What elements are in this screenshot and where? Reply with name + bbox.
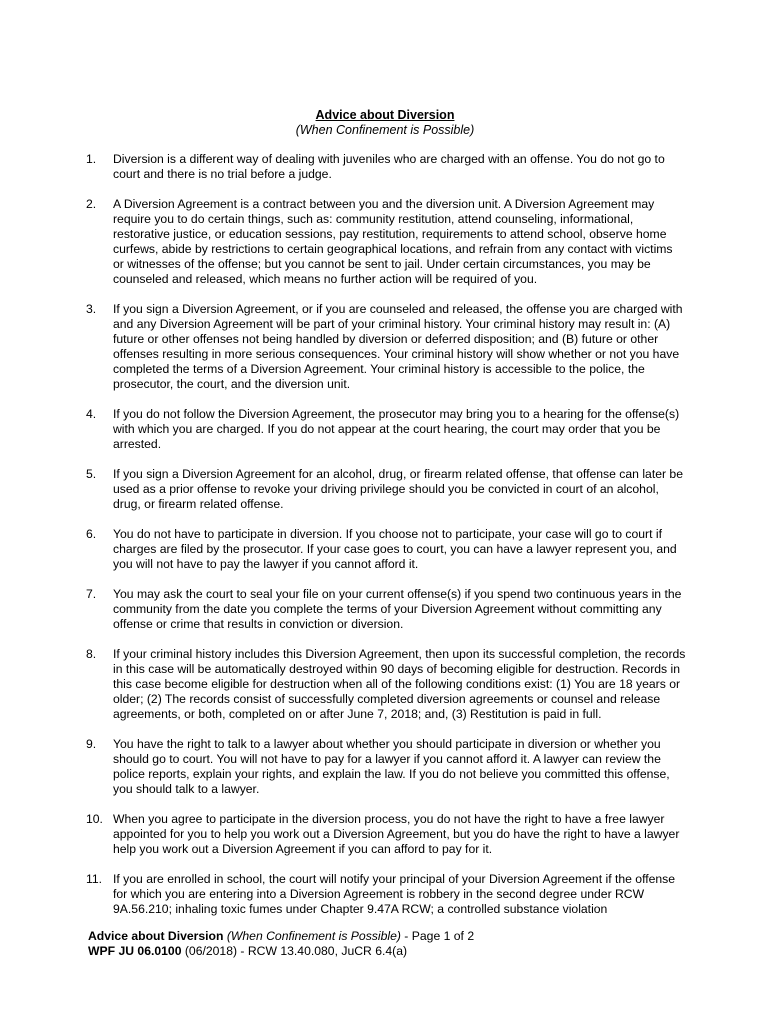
item-number: 6.: [86, 527, 97, 541]
advice-list: [86, 152, 686, 932]
item-number: 1.: [86, 152, 97, 166]
item-number: 4.: [86, 407, 97, 421]
page-footer: [88, 929, 708, 959]
list-item: [86, 587, 686, 632]
item-number: 3.: [86, 302, 97, 316]
item-text: You do not have to participate in diversion. If you choose not to participate, your case will go to court if charges are filed by the prosecutor. If your case goes to court, you can have a lawyer represent you, and you will not have to pay the lawyer if you cannot afford it.: [113, 527, 677, 571]
item-text: If you do not follow the Diversion Agreement, the prosecutor may bring you to a hearing for the offense(s) with which you are charged. If you do not appear at the court hearing, the court may order that you be arrested.: [113, 407, 680, 451]
list-item: [86, 407, 686, 452]
footer-form-title: Advice about Diversion: [88, 929, 224, 943]
item-text: Diversion is a different way of dealing with juveniles who are charged with an offense. You do not go to court and there is no trial before a judge.: [113, 152, 665, 181]
item-text: If your criminal history includes this Diversion Agreement, then upon its successful completion, the records in this case will be automatically destroyed within 90 days of becoming eligible for destruction. Records in this case become eligible for destruction when all of the following conditions exist: (1) You are 18 years or older; (2) The records consist of successfully completed diversion agreements or counsel and release agreements, or both, completed on or after June 7, 2018; and, (3) Restitution is paid in full.: [113, 647, 686, 721]
list-item: [86, 647, 686, 722]
list-item: [86, 302, 686, 392]
item-text: If you sign a Diversion Agreement for an alcohol, drug, or firearm related offense, that offense can later be used as a prior offense to revoke your driving privilege should you be convicted in court of an alcohol, drug, or firearm related offense.: [113, 467, 683, 511]
list-item: [86, 152, 686, 182]
item-text: You have the right to talk to a lawyer about whether you should participate in diversion or whether you should go to court. You will not have to pay for a lawyer if you cannot afford it. A lawyer can review the police reports, explain your rights, and explain the law. If you do not believe you committed this offense, you should talk to a lawyer.: [113, 737, 670, 796]
footer-form-code: WPF JU 06.0100: [88, 944, 182, 958]
item-number: 2.: [86, 197, 97, 211]
item-number: 8.: [86, 647, 97, 661]
list-item: [86, 872, 686, 917]
item-number: 9.: [86, 737, 97, 751]
item-number: 11.: [86, 872, 103, 886]
item-number: 5.: [86, 467, 97, 481]
footer-form-citation: (06/2018) - RCW 13.40.080, JuCR 6.4(a): [181, 944, 408, 958]
item-text: You may ask the court to seal your file on your current offense(s) if you spend two continuous years in the community from the date you complete the terms of your Diversion Agreement without committing any offense or crime that results in conviction or diversion.: [113, 587, 682, 631]
footer-line-2: [88, 944, 708, 959]
footer-page-number: - Page 1 of 2: [400, 929, 475, 943]
list-item: [86, 812, 686, 857]
document-subtitle: (When Confinement is Possible): [295, 123, 475, 137]
item-text: If you sign a Diversion Agreement, or if you are counseled and released, the offense you are charged with and any Diversion Agreement will be part of your criminal history. Your criminal history may result in: (A) future or other offenses not being handled by diversion or deferred disposition; and (B) future or other offenses resulting in more serious consequences. Your criminal history will show whether or not you have completed the terms of a Diversion Agreement. Your criminal history is accessible to the police, the prosecutor, the court, and the diversion unit.: [113, 302, 683, 391]
list-item: [86, 467, 686, 512]
item-number: 7.: [86, 587, 97, 601]
item-text: A Diversion Agreement is a contract between you and the diversion unit. A Diversion Agreement may require you to do certain things, such as: community restitution, attend counseling, informational, restorative justice, or education sessions, pay restitution, requirements to attend school, observe home curfews, abide by restrictions to certain geographical locations, and refrain from any contact with victims or witnesses of the offense; but you cannot be sent to jail. Under certain circumstances, you may be counseled and released, which means no further action will be required of you.: [113, 197, 673, 286]
footer-form-subtitle: (When Confinement is Possible): [223, 929, 401, 943]
document-title: Advice about Diversion: [315, 108, 455, 122]
list-item: [86, 197, 686, 287]
list-item: [86, 737, 686, 797]
item-text: When you agree to participate in the diversion process, you do not have the right to have a free lawyer appointed for you to help you work out a Diversion Agreement, but you do have the right to have a lawyer help you work out a Diversion Agreement if you can afford to pay for it.: [113, 812, 680, 856]
footer-line-1: [88, 929, 708, 944]
item-text: If you are enrolled in school, the court will notify your principal of your Diversion Agreement if the offense for which you are entering into a Diversion Agreement is robbery in the second degree under RCW 9A.56.210; inhaling toxic fumes under Chapter 9.47A RCW; a controlled substance violation: [113, 872, 676, 916]
list-item: [86, 527, 686, 572]
item-number: 10.: [86, 812, 103, 826]
